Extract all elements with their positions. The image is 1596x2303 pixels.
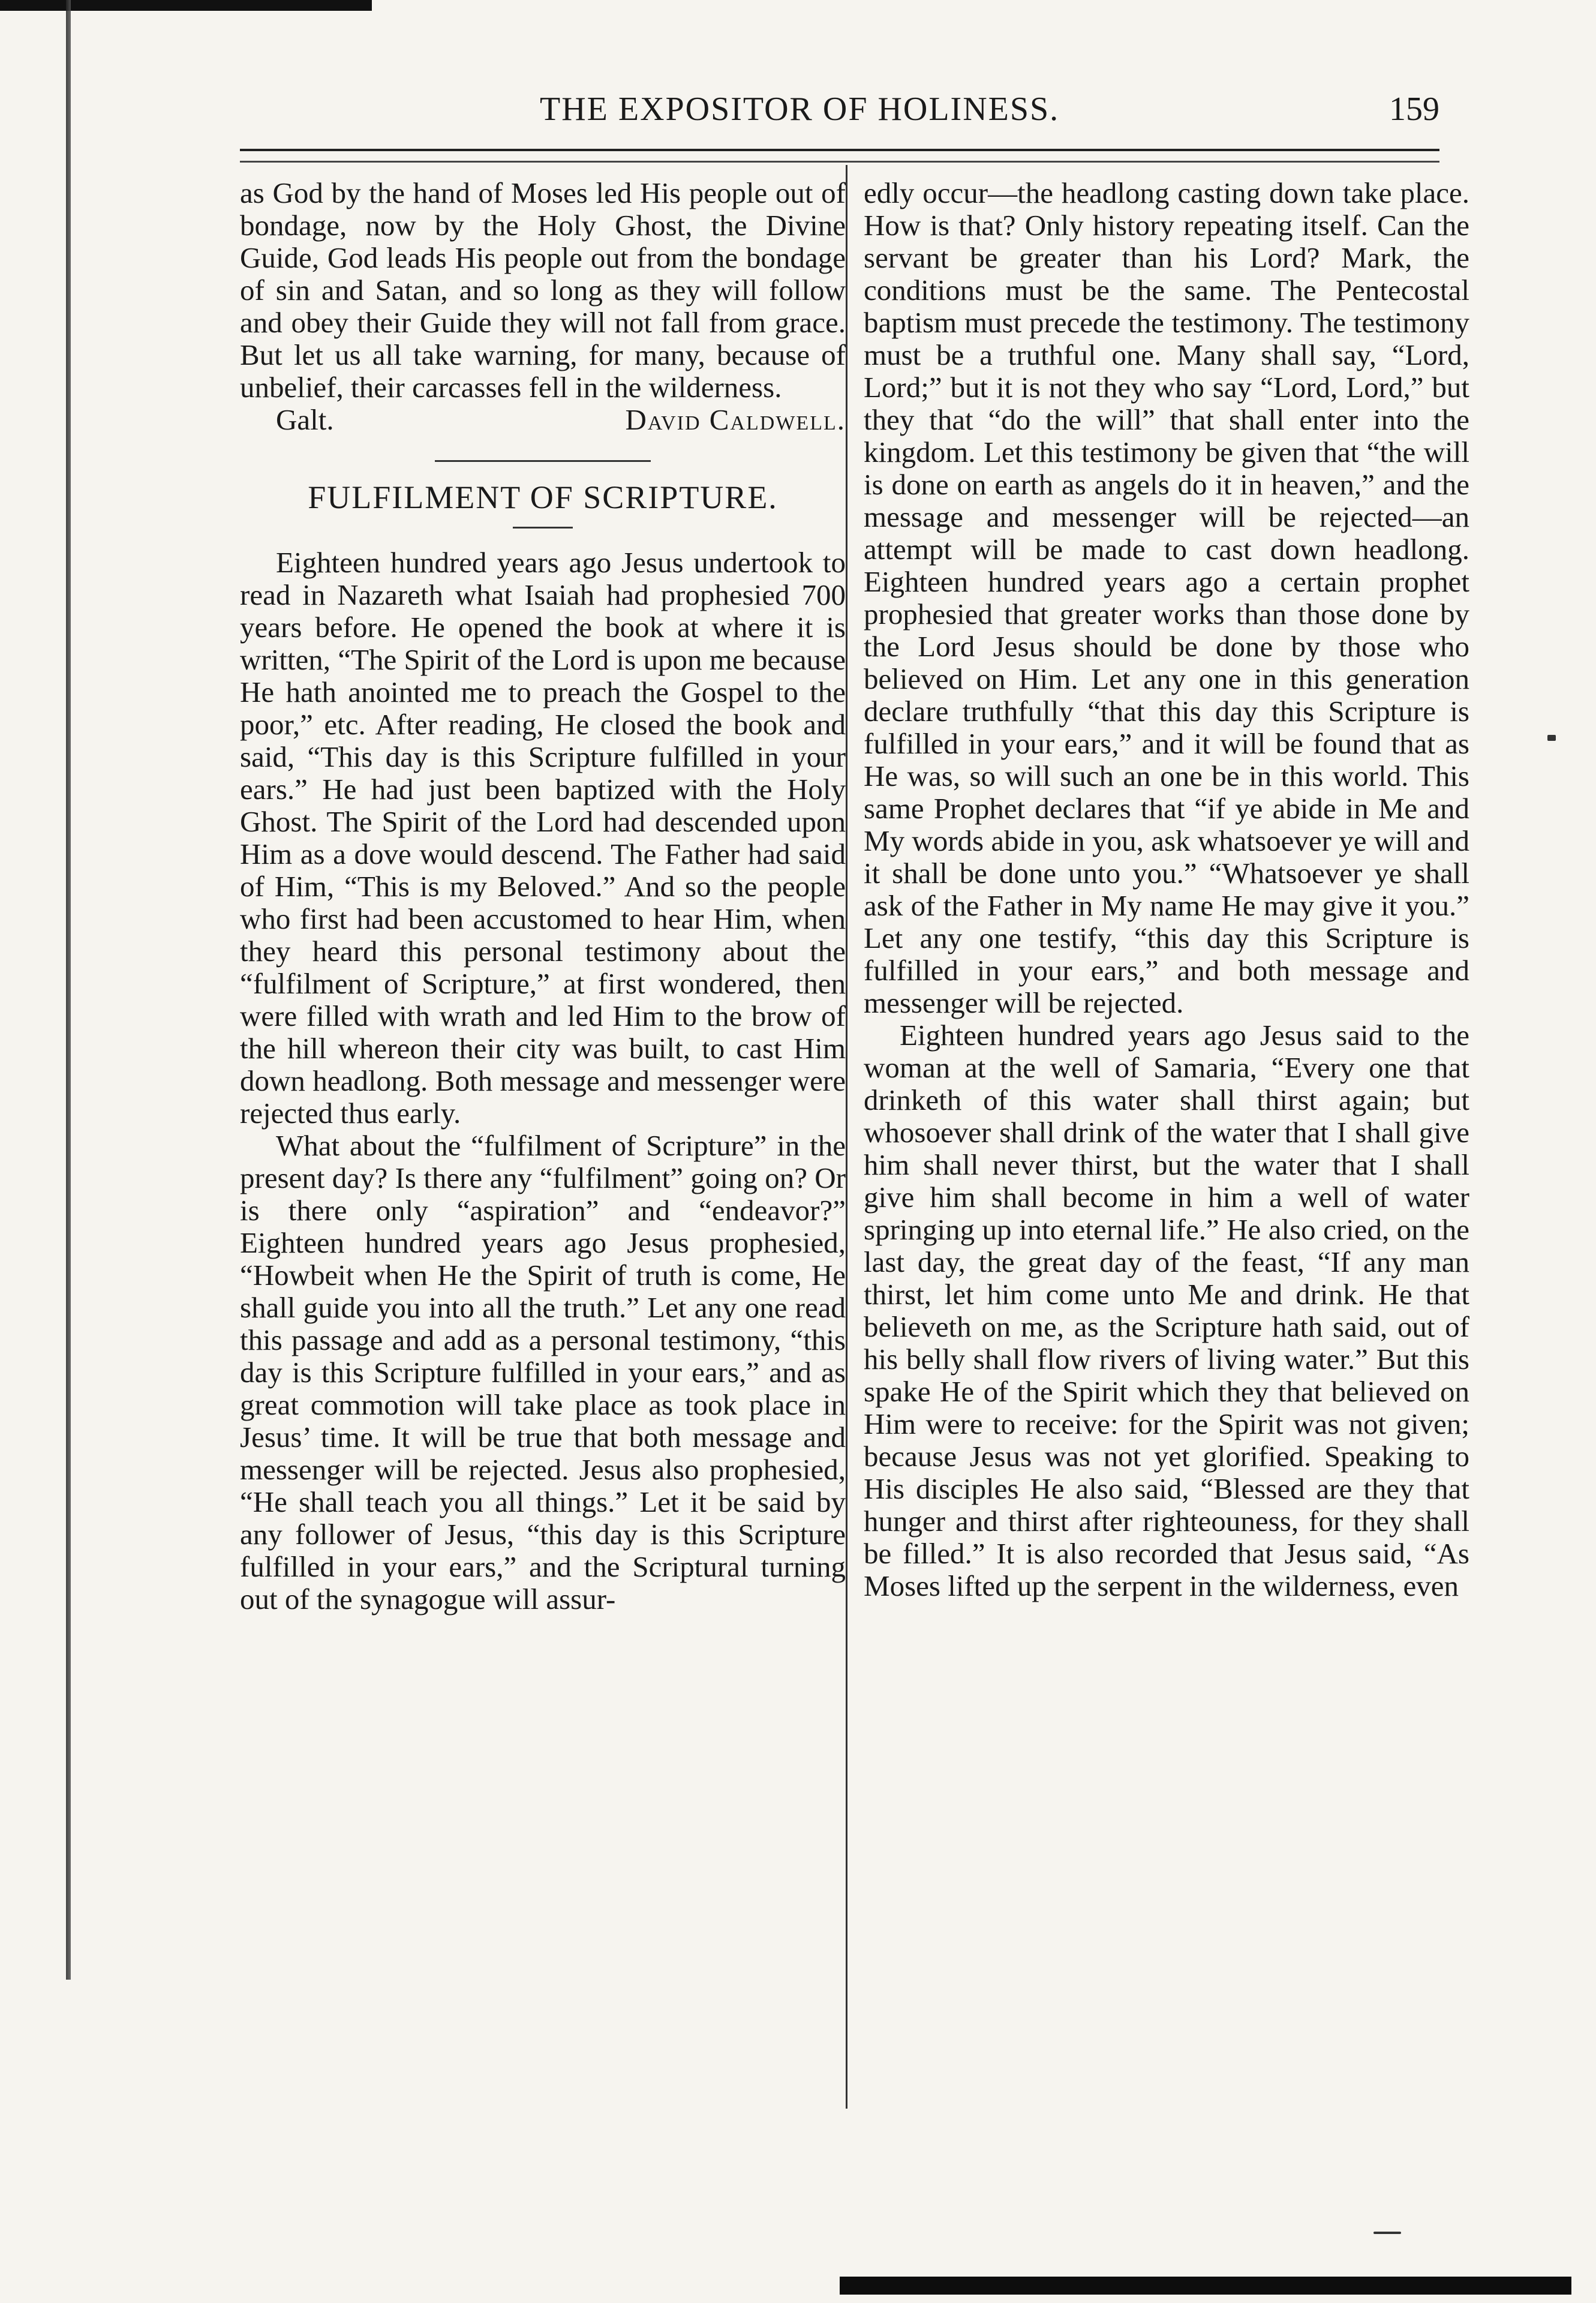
left-column — [240, 177, 846, 1616]
binding-edge — [66, 0, 71, 1980]
signature-place: Galt. — [276, 403, 334, 436]
article-paragraph: Eighteen hundred years ago Jesus said to the woman at the well of Samaria, “Every one that drinketh of this water shall thirst again; but whosoever shall drink of the water that I shall give him shall never thirst, but the water that I shall give him shall become in him a well of water springing up into eternal life.” He also cried, on the last day, the great day of the feast, “If any man thirst, let him come unto Me and drink. He that believeth on me, as the Scripture hath said, out of his belly shall flow rivers of living water.” But this spake He of the Spirit which they that believed on Him were to receive: for the Spirit was not given; because Jesus was not yet glorified. Speaking to His disciples He also said, “Blessed are they that hunger and thirst after righteouness, for they shall be filled.” It is also recorded that Jesus said, “As Moses lifted up the serpent in the wilderness, even — [864, 1019, 1469, 1602]
header-rule — [240, 149, 1439, 163]
article-paragraph: Eighteen hundred years ago Jesus undertook to read in Nazareth what Isaiah had prophesied 700 years before. He opened the book at where it is written, “The Spirit of the Lord is upon me because He hath anointed me to preach the Gospel to the poor,” etc. After reading, He closed the book and said, “This day is this Scripture fulfilled in your ears.” He had just been baptized with the Holy Ghost. The Spirit of the Lord had descended upon Him as a dove would descend. The Father had said of Him, “This is my Beloved.” And so the people who first had been accustomed to hear Him, when they heard this personal testimony about the “fulfilment of Scripture,” at first wondered, then were filled with wrath and led Him to the brow of the hill whereon their city was built, to cast Him down headlong. Both message and messenger were rejected thus early. — [240, 546, 846, 1130]
page-number: 159 — [1389, 91, 1439, 128]
intro-paragraph: as God by the hand of Moses led His people out of bondage, now by the Holy Ghost, the Divine Guide, God leads His people out from the bondage of sin and Satan, and so long as they will follow and obey their Guide they will not fall from grace. But let us all take warning, for many, because of unbelief, their carcasses fell in the wilderness. — [240, 176, 846, 404]
signature-line — [240, 404, 846, 436]
heading-rule — [513, 527, 573, 529]
signature-name: David Caldwell. — [625, 403, 846, 436]
article-paragraph: What about the “fulfilment of Scripture” in the present day? Is there any “fulfilment” going on? Or is there only “aspiration” and “endeavor?” Eighteen hundred years ago Jesus prophesied, “Howbeit when He the Spirit of truth is come, He shall guide you into all the truth.” Let any one read this passage and add as a personal testimony, “this day is this Scripture fulfilled in your ears,” and as great commotion will take place as took place in Jesus’ time. It will be true that both message and messenger will be rejected. Jesus also prophesied, “He shall teach you all things.” Let it be said by any follower of Jesus, “this day is this Scripture fulfilled in your ears,” and the Scriptural turning out of the synagogue will assur- — [240, 1129, 846, 1616]
running-header — [240, 90, 1463, 144]
print-speck — [1547, 735, 1556, 741]
right-column — [864, 177, 1469, 1602]
article-paragraph: edly occur—the headlong casting down take place. How is that? Only history repeating itself. Can the servant be greater than his Lord? Mark, the conditions must be the same. The Pentecostal baptism must precede the testimony. The testimony must be a truthful one. Many shall say, “Lord, Lord;” but it is not they who say “Lord, Lord,” but they that “do the will” that shall enter into the kingdom. Let this testimony be given that “the will is done on earth as angels do it in heaven,” and the message and messenger will be rejected—an attempt will be made to cast down headlong. Eighteen hundred years ago a certain prophet prophesied that greater works than those done by the Lord Jesus should be done by those who believed on Him. Let any one in this generation declare truthfully “that this day this Scripture is fulfilled in your ears,” and it will be found that as He was, so will such an one be in this world. This same Prophet declares that “if ye abide in Me and My words abide in you, ask whatsoever ye will and it shall be done unto you.” “Whatsoever ye shall ask of the Father in My name He may give it you.” Let any one testify, “this day this Scripture is fulfilled in your ears,” and both message and messenger will be rejected. — [864, 176, 1469, 1019]
article-heading: FULFILMENT OF SCRIPTURE. — [308, 479, 778, 515]
column-divider — [846, 165, 847, 2109]
bottom-ink-bar — [840, 2277, 1571, 2295]
print-speck — [1373, 2232, 1401, 2234]
journal-title: THE EXPOSITOR OF HOLINESS. — [540, 91, 1060, 128]
section-divider — [435, 460, 651, 462]
page-corner-mark — [0, 0, 372, 11]
